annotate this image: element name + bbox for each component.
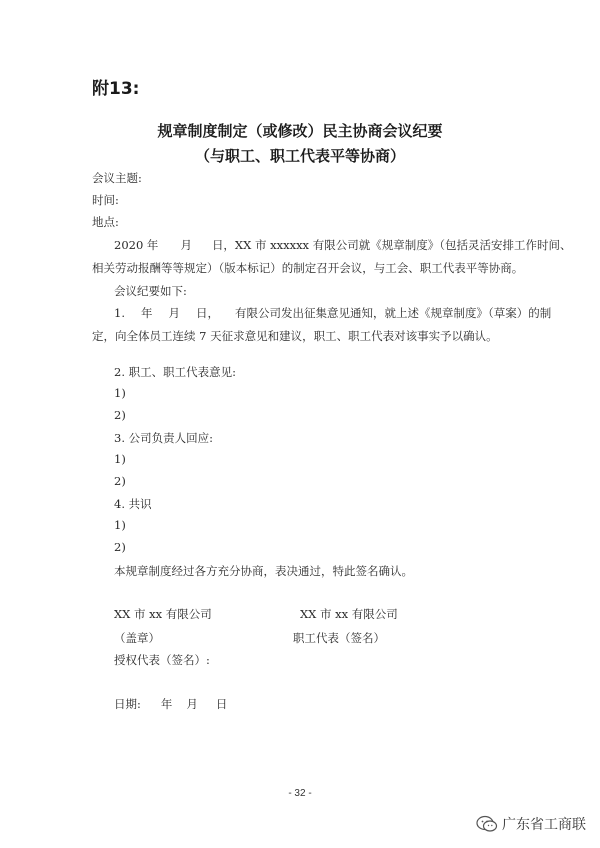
document-subtitle: （与职工、职工代表平等协商） — [194, 147, 405, 165]
item-2-sub-1: 1) — [114, 386, 126, 400]
authorized-rep-signature-label: 授权代表（签名）: — [114, 653, 210, 667]
item-4-label: 4. 共识 — [114, 497, 152, 511]
item-3-sub-1: 1) — [114, 452, 126, 466]
item-3-sub-2: 2) — [114, 474, 126, 488]
company-name-right: XX 市 xx 有限公司 — [300, 607, 398, 621]
item-1-line-1 — [114, 305, 551, 321]
conclusion: 本规章制度经过各方充分协商，表决通过，特此签名确认。 — [114, 564, 413, 578]
item-4-sub-1: 1) — [114, 518, 126, 532]
item-3-label: 3. 公司负责人回应: — [114, 431, 214, 445]
item-2-sub-2: 2) — [114, 408, 126, 422]
company-name-left: XX 市 xx 有限公司 — [114, 607, 212, 621]
wechat-icon — [476, 815, 498, 833]
meeting-time-label: 时间: — [92, 193, 119, 207]
employee-rep-signature-label: 职工代表（签名） — [293, 631, 385, 645]
item-1-day: 日， — [195, 306, 219, 320]
intro-month: 月 — [180, 238, 192, 252]
intro-year: 2020 年 — [114, 238, 159, 252]
date-year: 年 — [160, 697, 173, 711]
date-label: 日期: — [114, 697, 141, 711]
watermark — [476, 814, 586, 834]
date-line — [114, 696, 227, 712]
document-title: 规章制度制定（或修改）民主协商会议纪要 — [157, 122, 443, 140]
item-1-text: 有限公司发出征集意见通知，就上述《规章制度》（草案）的制 — [234, 306, 552, 320]
item-4-sub-2: 2) — [114, 540, 126, 554]
item-1-number: 1. — [114, 306, 125, 320]
meeting-topic-label: 会议主题: — [92, 171, 142, 185]
item-1-line-2: 定，向全体员工连续 7 天征求意见和建议，职工、职工代表对该事实予以确认。 — [92, 329, 498, 343]
meeting-place-label: 地点: — [92, 215, 119, 229]
item-1-year: 年 — [140, 306, 153, 320]
appendix-label: 附13: — [92, 79, 140, 99]
intro-text: 日，XX 市 xxxxxx 有限公司就《规章制度》（包括灵活安排工作时间、 — [211, 238, 572, 252]
intro-line-1 — [114, 237, 571, 253]
item-2-label: 2. 职工、职工代表意见: — [114, 365, 237, 379]
watermark-text: 广东省工商联 — [502, 817, 586, 833]
item-1-month: 月 — [168, 306, 180, 320]
date-month: 月 — [186, 697, 198, 711]
date-day: 日 — [215, 697, 228, 711]
minutes-header: 会议纪要如下: — [114, 284, 187, 298]
page-number: - 32 - — [288, 788, 312, 799]
seal-label: （盖章） — [114, 631, 160, 645]
intro-line-2: 相关劳动报酬等等规定）（版本标记）的制定召开会议，与工会、职工代表平等协商。 — [92, 261, 524, 275]
